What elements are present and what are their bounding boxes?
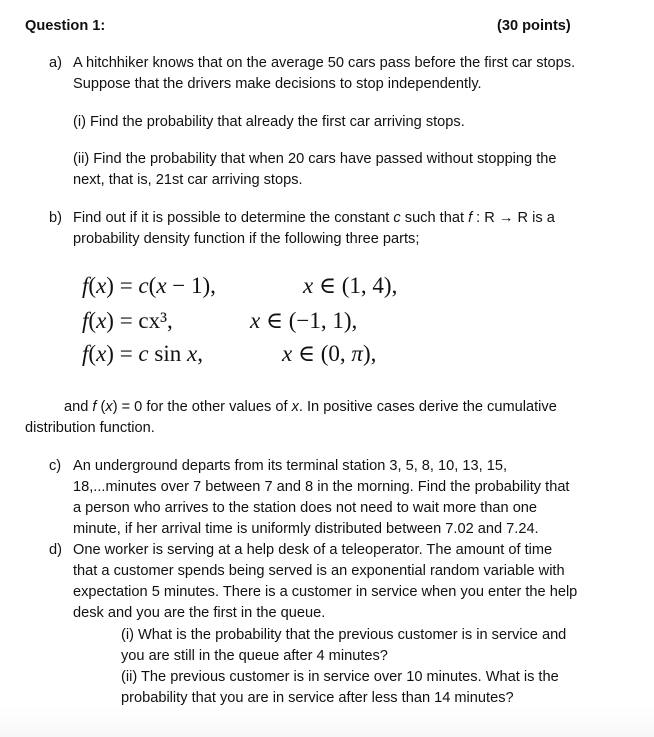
part-a-sub-ii-line-2: next, that is, 21st car arriving stops. [73, 172, 303, 188]
part-d-sub-i-line-2: you are still in the queue after 4 minutes? [121, 648, 388, 664]
part-b-after-line-1 [64, 398, 557, 416]
part-b-line-1 [73, 209, 555, 227]
part-c-label: c) [49, 458, 62, 474]
part-d-label: d) [49, 542, 62, 558]
variable-x: x [291, 399, 299, 415]
part-d-sub-ii-line-1: (ii) The previous customer is in service over 10 minutes. What is the [121, 669, 559, 685]
part-b-text: ) = 0 for the other values of [112, 399, 292, 415]
part-a-sub-ii-line-1: (ii) Find the probability that when 20 cars have passed without stopping the [73, 151, 557, 167]
part-b-line-2: probability density function if the following three parts; [73, 231, 420, 247]
equation-2-lhs: f(x) = cx³, [82, 308, 173, 333]
part-b-text: ( [96, 399, 106, 415]
part-b-label: b) [49, 210, 62, 226]
part-b-text: : R → R is a [472, 210, 555, 226]
part-c-line-2: 18,...minutes over 7 between 7 and 8 in the morning. Find the probability that [73, 479, 570, 495]
part-d-line-1: One worker is serving at a help desk of a teleoperator. The amount of time [73, 542, 553, 558]
constant-c: c [393, 210, 401, 226]
part-b-text: . In positive cases derive the cumulative [298, 399, 557, 415]
variable-x: x [105, 399, 113, 415]
part-b-text: Find out if it is possible to determine the constant [73, 210, 394, 226]
question-title: Question 1: [25, 18, 106, 34]
part-d-sub-i-line-1: (i) What is the probability that the previous customer is in service and [121, 627, 567, 643]
function-f: f [92, 399, 97, 415]
equation-3-lhs: f(x) = c sin x, [82, 341, 203, 366]
equation-1-lhs: f(x) = c(x − 1), [82, 273, 216, 298]
part-d-line-3: expectation 5 minutes. There is a customer in service when you enter the help [73, 584, 578, 600]
part-a-line-1: A hitchhiker knows that on the average 50 cars pass before the first car stops. [73, 55, 576, 71]
part-b-after-line-2: distribution function. [25, 420, 155, 436]
function-f: f [468, 210, 473, 226]
part-c-line-1: An underground departs from its terminal station 3, 5, 8, 10, 13, 15, [73, 458, 508, 474]
part-c-line-3: a person who arrives to the station does not need to wait more than one [73, 500, 538, 516]
part-d-sub-ii-line-2: probability that you are in service after less than 14 minutes? [121, 690, 514, 706]
part-b-text: and [64, 399, 93, 415]
part-a-sub-i: (i) Find the probability that already the first car arriving stops. [73, 114, 465, 130]
equation-3-domain: x ∈ (0, π), [282, 341, 377, 366]
part-a-line-2: Suppose that the drivers make decisions to stop independently. [73, 76, 482, 92]
equation-2-domain: x ∈ (−1, 1), [250, 308, 358, 333]
part-c-line-4: minute, if her arrival time is uniformly distributed between 7.02 and 7.24. [73, 521, 539, 537]
part-d-line-4: desk and you are the first in the queue. [73, 605, 326, 621]
part-a-label: a) [49, 55, 62, 71]
part-d-line-2: that a customer spends being served is an exponential random variable with [73, 563, 565, 579]
question-points: (30 points) [497, 18, 571, 34]
bottom-edge-shade [0, 707, 654, 737]
part-b-text: such that [400, 210, 469, 226]
equation-1-domain: x ∈ (1, 4), [303, 273, 398, 298]
